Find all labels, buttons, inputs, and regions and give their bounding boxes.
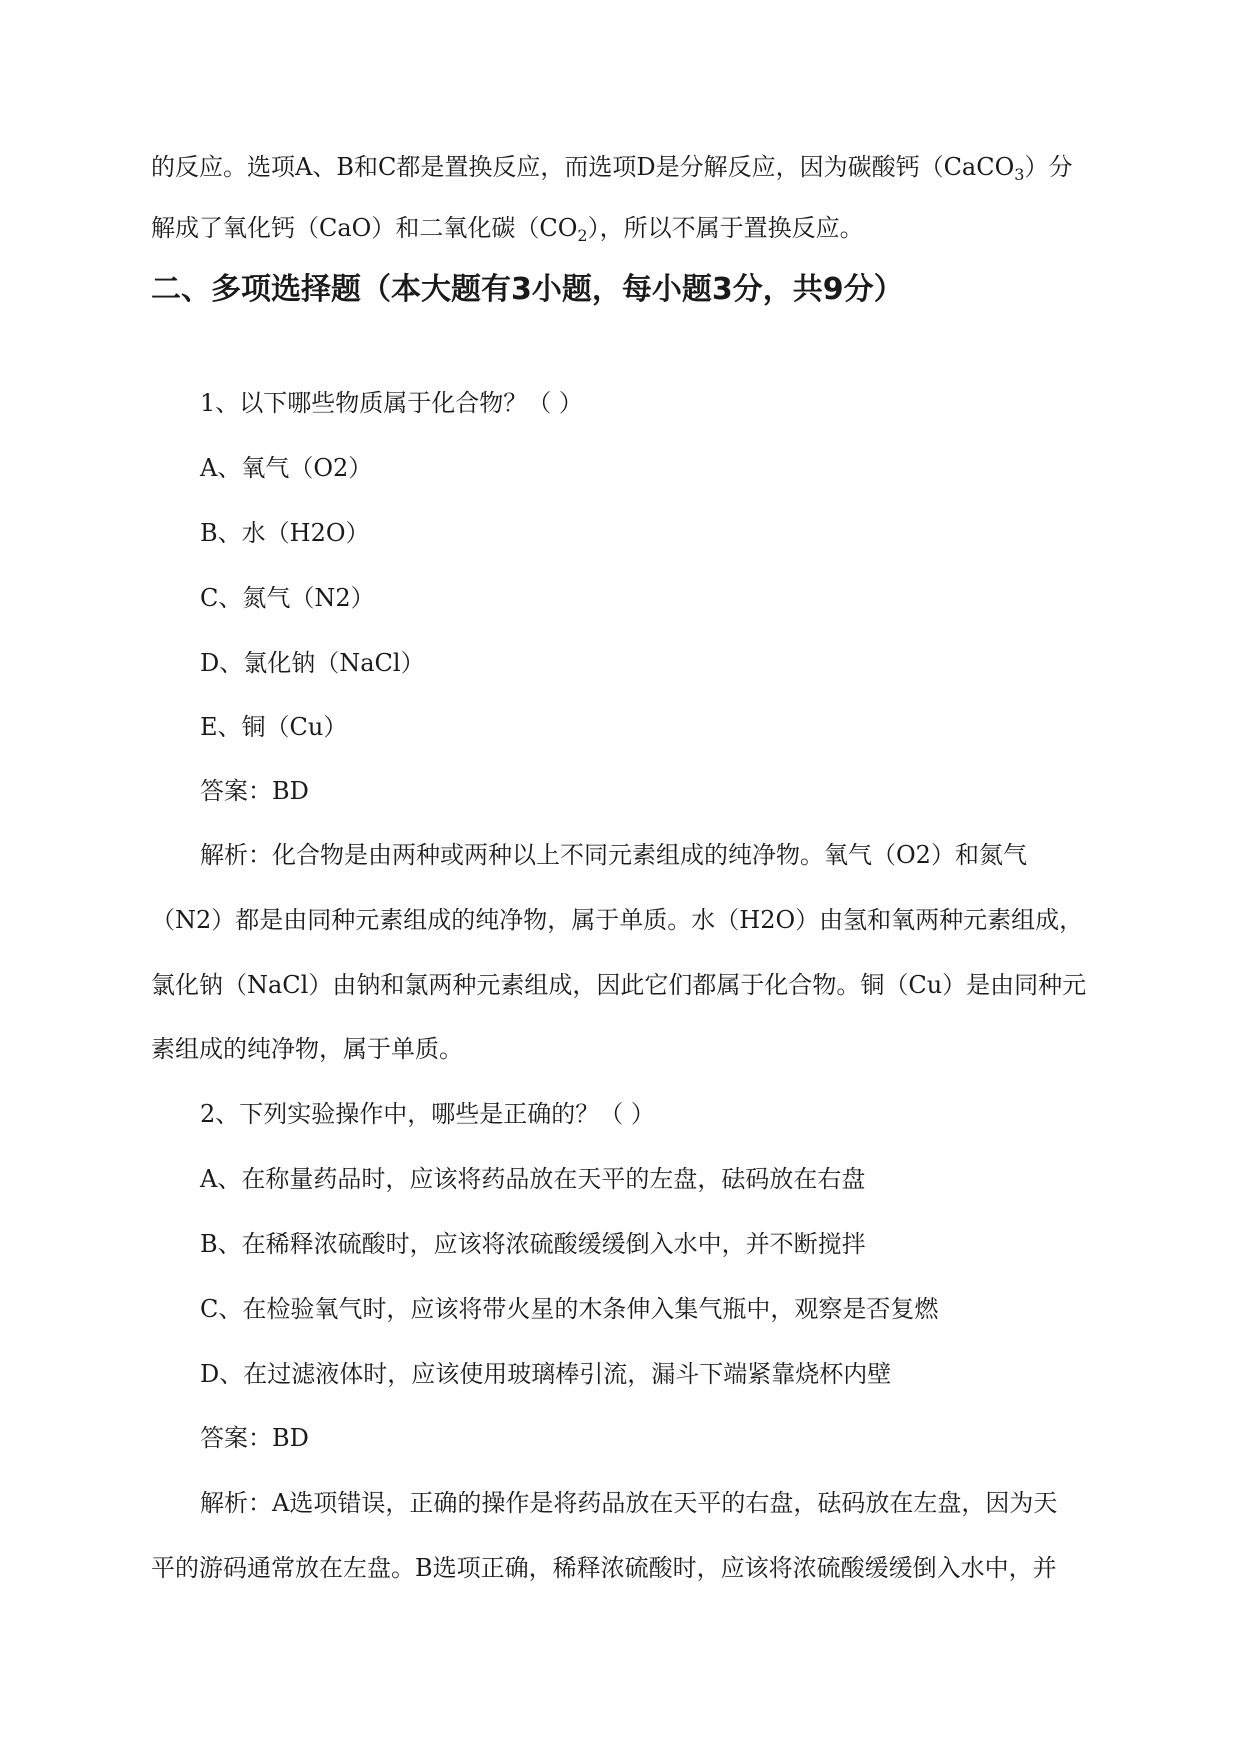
text-segment: ）分	[1024, 153, 1073, 181]
analysis-line: 解析：化合物是由两种或两种以上不同元素组成的纯净物。氧气（O2）和氮气	[200, 841, 1027, 869]
option: C、氮气（N2）	[200, 584, 375, 612]
option: D、氯化钠（NaCl）	[200, 649, 425, 677]
option: B、水（H2O）	[200, 519, 370, 547]
option: A、氧气（O2）	[200, 454, 373, 482]
option: B、在稀释浓硫酸时，应该将浓硫酸缓缓倒入水中，并不断搅拌	[200, 1230, 866, 1258]
paragraph-line	[151, 150, 1072, 184]
analysis-line: 氯化钠（NaCl）由钠和氯两种元素组成，因此它们都属于化合物。铜（Cu）是由同种元	[151, 971, 1087, 999]
option: A、在称量药品时，应该将药品放在天平的左盘，砝码放在右盘	[200, 1165, 866, 1193]
text-segment: ），所以不属于置换反应。	[587, 214, 864, 242]
analysis-line: 素组成的纯净物，属于单质。	[151, 1035, 463, 1063]
option: C、在检验氧气时，应该将带火星的木条伸入集气瓶中，观察是否复燃	[200, 1295, 939, 1323]
answer: 答案：BD	[200, 1424, 309, 1452]
subscript: 3	[1014, 165, 1025, 184]
section-heading: 二、多项选择题（本大题有3小题，每小题3分，共9分）	[151, 272, 904, 307]
option: E、铜（Cu）	[200, 713, 348, 741]
question-2: 2、下列实验操作中，哪些是正确的？（ ）	[200, 1100, 655, 1128]
analysis-line: 平的游码通常放在左盘。B选项正确，稀释浓硫酸时，应该将浓硫酸缓缓倒入水中，并	[151, 1554, 1057, 1582]
text-segment: 解成了氧化钙（CaO）和二氧化碳（CO	[151, 214, 578, 242]
subscript: 2	[577, 226, 588, 245]
analysis-line: （N2）都是由同种元素组成的纯净物，属于单质。水（H2O）由氢和氧两种元素组成，	[151, 906, 1084, 934]
option: D、在过滤液体时，应该使用玻璃棒引流，漏斗下端紧靠烧杯内壁	[200, 1360, 892, 1388]
question-1: 1、以下哪些物质属于化合物？（ ）	[200, 389, 583, 417]
analysis-line: 解析：A选项错误，正确的操作是将药品放在天平的右盘，砝码放在左盘，因为天	[200, 1489, 1058, 1517]
answer: 答案：BD	[200, 777, 309, 805]
paragraph-line	[151, 211, 864, 245]
text-segment: 的反应。选项A、B和C都是置换反应，而选项D是分解反应，因为碳酸钙（CaCO	[151, 153, 1015, 181]
